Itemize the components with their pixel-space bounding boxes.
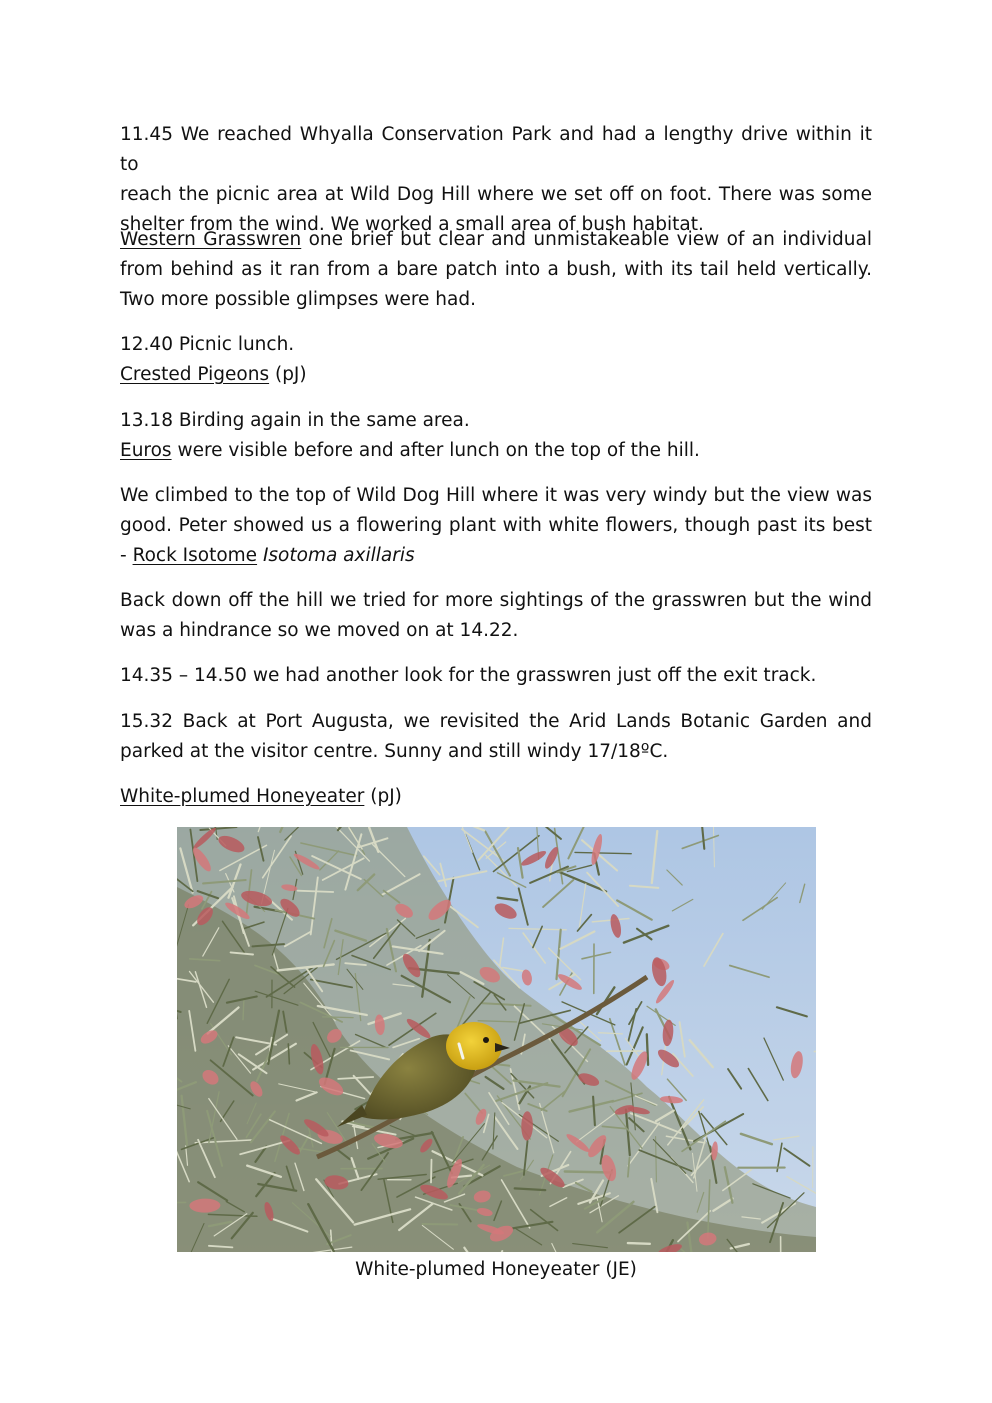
- text-line: Back down off the hill we tried for more sightings of the grasswren but the wind: [120, 590, 872, 611]
- species-name: Euros: [120, 440, 172, 461]
- text-line: 15.32 Back at Port Augusta, we revisited the Arid Lands Botanic Garden and: [120, 711, 872, 732]
- species-name: White-plumed Honeyeater: [120, 786, 365, 807]
- needle: [647, 1034, 648, 1065]
- text-line: [120, 436, 872, 466]
- paragraph-whyalla-arrival: [120, 120, 872, 240]
- needle: [422, 1224, 457, 1225]
- text-line: was a hindrance so we moved on at 14.22.: [120, 620, 519, 641]
- text-line: from behind as it ran from a bare patch into a bush, with its tail held vertically.: [120, 259, 872, 280]
- paragraph-back-down: [120, 586, 872, 646]
- paragraph-wild-dog-hill: [120, 481, 872, 571]
- plant-scientific-name: Isotoma axillaris: [262, 545, 415, 566]
- paragraph-honeyeater: [120, 782, 872, 812]
- text-line: parked at the visitor centre. Sunny and still windy 17/18ºC.: [120, 741, 669, 762]
- text-line: [120, 541, 872, 571]
- bird-eye: [483, 1037, 489, 1043]
- text-line: [120, 782, 872, 812]
- paragraph-port-augusta: [120, 707, 872, 767]
- paragraph-western-grasswren: [120, 225, 872, 315]
- text-line: good. Peter showed us a flowering plant with white flowers, though past its best: [120, 515, 872, 536]
- paragraph-picnic-lunch: [120, 330, 872, 390]
- text-line: [120, 360, 872, 390]
- text-line: 11.45 We reached Whyalla Conservation Park and had a lengthy drive within it to: [120, 124, 872, 175]
- text-line: [120, 225, 872, 255]
- text-line: We climbed to the top of Wild Dog Hill where it was very windy but the view was: [120, 485, 872, 506]
- text-fragment: were visible before and after lunch on the top of the hill.: [171, 440, 700, 461]
- plant-common-name: Rock Isotome: [132, 545, 258, 566]
- needle: [288, 1044, 289, 1064]
- needle: [628, 1243, 650, 1244]
- paragraph-exit-track: [120, 661, 872, 691]
- text-fragment: one brief but clear and unmistakeable view of an individual: [301, 229, 872, 250]
- needle: [243, 999, 244, 1020]
- bird-head: [446, 1022, 502, 1070]
- text-line: reach the picnic area at Wild Dog Hill where we set off on foot. There was some: [120, 184, 872, 205]
- text-line: shelter from the wind. We worked a small area of bush habitat.: [120, 214, 704, 235]
- honeyeater-photo: [177, 827, 816, 1252]
- text-line: 12.40 Picnic lunch.: [120, 334, 295, 355]
- species-name: Western Grasswren: [120, 229, 302, 250]
- text-line: Two more possible glimpses were had.: [120, 289, 476, 310]
- photo-illustration: [177, 827, 816, 1252]
- needle: [431, 1160, 432, 1183]
- text-fragment: (pJ): [269, 364, 307, 385]
- text-line: 13.18 Birding again in the same area.: [120, 410, 470, 431]
- text-fragment: -: [120, 545, 133, 566]
- needle: [323, 1017, 353, 1018]
- text-fragment: (pJ): [364, 786, 402, 807]
- species-name: Crested Pigeons: [120, 364, 270, 385]
- text-line: 14.35 – 14.50 we had another look for the grasswren just off the exit track.: [120, 665, 817, 686]
- photo-caption: White-plumed Honeyeater (JE): [355, 1259, 637, 1280]
- paragraph-birding-again: [120, 406, 872, 466]
